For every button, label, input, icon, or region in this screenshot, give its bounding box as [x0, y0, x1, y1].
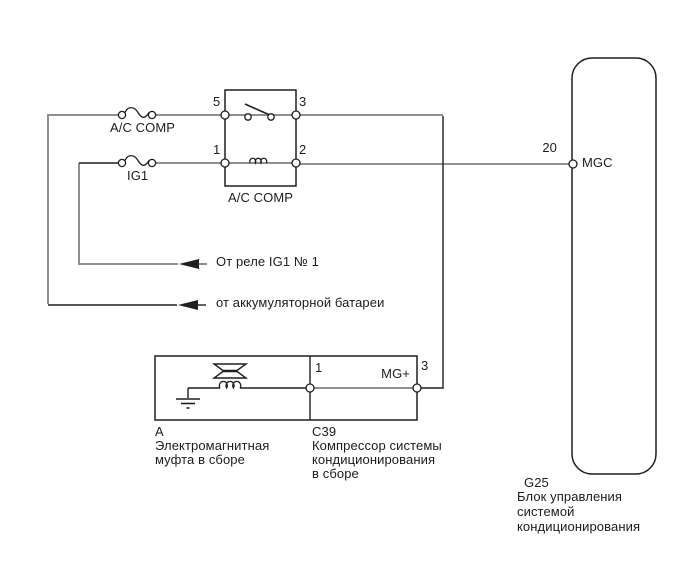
- clutch-name-line2: муфта в сборе: [155, 452, 245, 467]
- compressor-connector-code: C39: [312, 424, 337, 439]
- clutch-icon: [214, 364, 246, 378]
- g25-connector-body: [572, 58, 656, 474]
- fuse-ac-comp-label: A/C COMP: [110, 120, 176, 135]
- relay-switch-contact: [268, 114, 274, 120]
- feed-from-ig1-relay-label: От реле IG1 № 1: [216, 254, 319, 269]
- g25-name-line1: Блок управления: [517, 489, 623, 504]
- fuse-ig1-label: IG1: [127, 168, 149, 183]
- compressor-pin1-terminal: [306, 384, 314, 392]
- wire-battery-branch: [48, 115, 122, 304]
- g25-code: G25: [524, 475, 549, 490]
- wire-mg-plus-vertical: [421, 116, 443, 388]
- feed-from-battery-label: от аккумуляторной батареи: [216, 295, 385, 310]
- compressor-pin3-number: 3: [421, 358, 429, 373]
- g25-name-line2: системой: [517, 504, 575, 519]
- relay-pin1-terminal: [221, 159, 229, 167]
- arrow-left-icon: [179, 259, 199, 269]
- clutch-code: A: [155, 424, 164, 439]
- g25-pin20-name: MGC: [582, 155, 613, 170]
- relay-pin2-terminal: [292, 159, 300, 167]
- fuse-ig1-icon: [118, 156, 155, 167]
- relay-label: A/C COMP: [228, 190, 294, 205]
- relay-pin1-number: 1: [213, 142, 221, 157]
- relay-pin5-number: 5: [213, 94, 221, 109]
- relay-pin3-terminal: [292, 111, 300, 119]
- fuse-ac-comp-icon: [118, 108, 155, 119]
- clutch-name-line1: Электромагнитная: [155, 438, 270, 453]
- compressor-pin1-number: 1: [315, 360, 323, 375]
- clutch-coil-icon: [219, 381, 240, 388]
- compressor-name-line2: кондиционирования: [312, 452, 436, 467]
- relay-pin5-terminal: [221, 111, 229, 119]
- g25-pin20-terminal: [569, 160, 577, 168]
- relay-switch-contact: [245, 114, 251, 120]
- compressor-pin3-terminal: [413, 384, 421, 392]
- g25-name-line3: кондиционирования: [517, 519, 641, 534]
- compressor-name-line3: в сборе: [312, 466, 359, 481]
- compressor-pin3-name: MG+: [381, 366, 410, 381]
- relay-pin3-number: 3: [299, 94, 307, 109]
- relay-box: [225, 90, 296, 186]
- arrow-left-icon: [178, 300, 198, 310]
- g25-pin20-number: 20: [542, 140, 557, 155]
- compressor-name-line1: Компрессор системы: [312, 438, 442, 453]
- ground-icon: [176, 399, 200, 408]
- relay-pin2-number: 2: [299, 142, 307, 157]
